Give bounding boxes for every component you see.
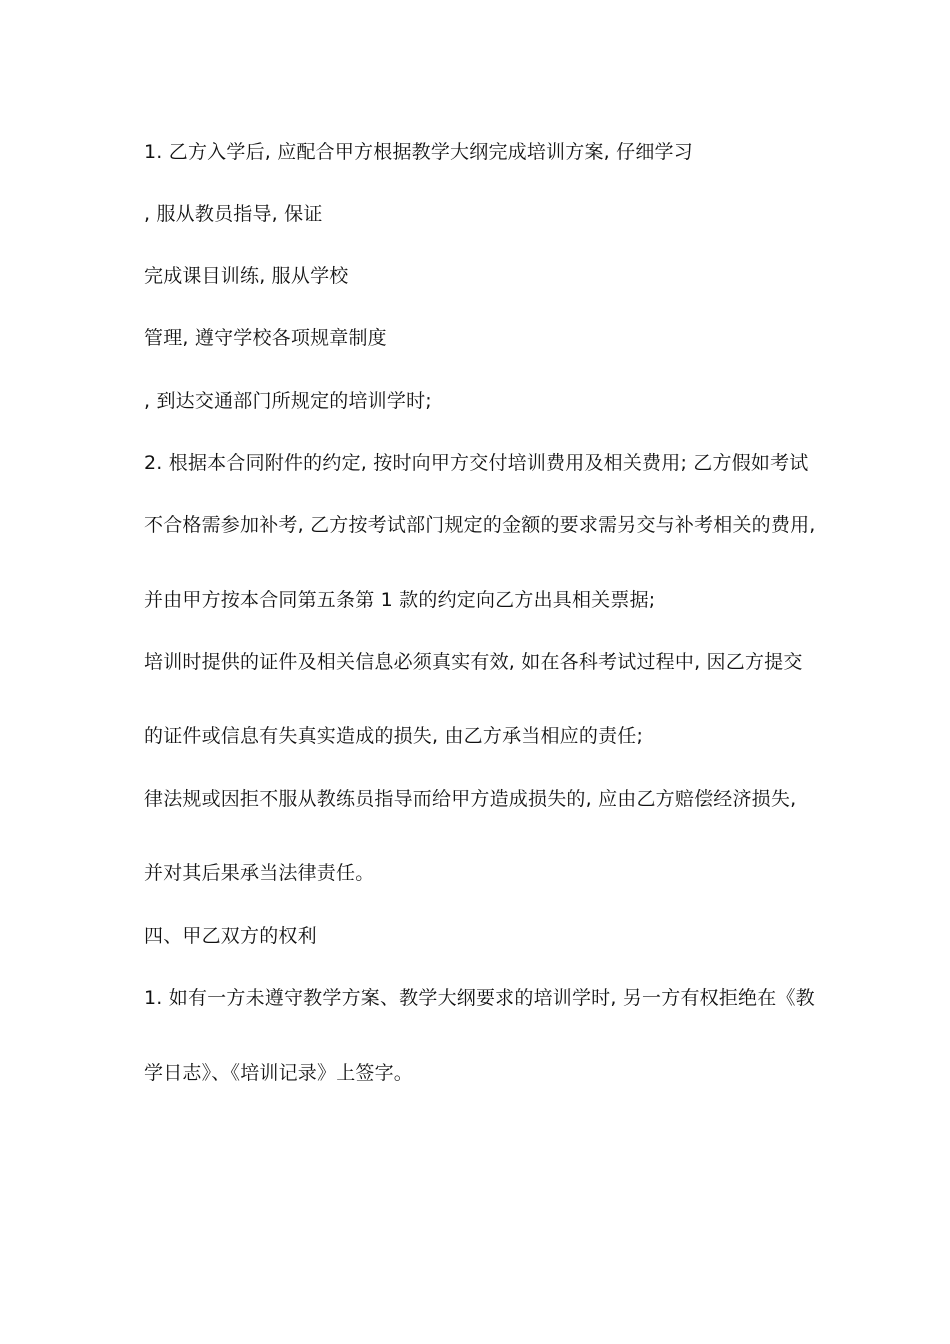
paragraph-line-4: 管理, 遵守学校各项规章制度	[144, 327, 387, 349]
paragraph-line-10: 的证件或信息有失真实造成的损失, 由乙方承当相应的责任;	[144, 725, 644, 747]
paragraph-line-1: 1. 乙方入学后, 应配合甲方根据教学大纲完成培训方案, 仔细学习	[144, 141, 693, 163]
paragraph-line-8: 并由甲方按本合同第五条第 1 款的约定向乙方出具相关票据;	[144, 589, 656, 611]
paragraph-line-6: 2. 根据本合同附件的约定, 按时向甲方交付培训费用及相关费用; 乙方假如考试	[144, 452, 809, 474]
paragraph-line-15: 学日志》、《培训记录》上签字。	[144, 1062, 414, 1084]
paragraph-line-7: 不合格需参加补考, 乙方按考试部门规定的金额的要求需另交与补考相关的费用,	[144, 514, 816, 536]
paragraph-line-12: 并对其后果承当法律责任。	[144, 862, 375, 884]
paragraph-line-9: 培训时提供的证件及相关信息必须真实有效, 如在各科考试过程中, 因乙方提交	[144, 651, 803, 673]
paragraph-line-14: 1. 如有一方未遵守教学方案、教学大纲要求的培训学时, 另一方有权拒绝在《教	[144, 987, 815, 1009]
paragraph-line-5: , 到达交通部门所规定的培训学时;	[144, 390, 432, 412]
paragraph-line-11: 律法规或因拒不服从教练员指导而给甲方造成损失的, 应由乙方赔偿经济损失,	[144, 788, 797, 810]
paragraph-line-2: , 服从教员指导, 保证	[144, 203, 323, 225]
section-heading: 四、甲乙双方的权利	[144, 925, 317, 947]
paragraph-line-3: 完成课目训练, 服从学校	[144, 265, 349, 287]
